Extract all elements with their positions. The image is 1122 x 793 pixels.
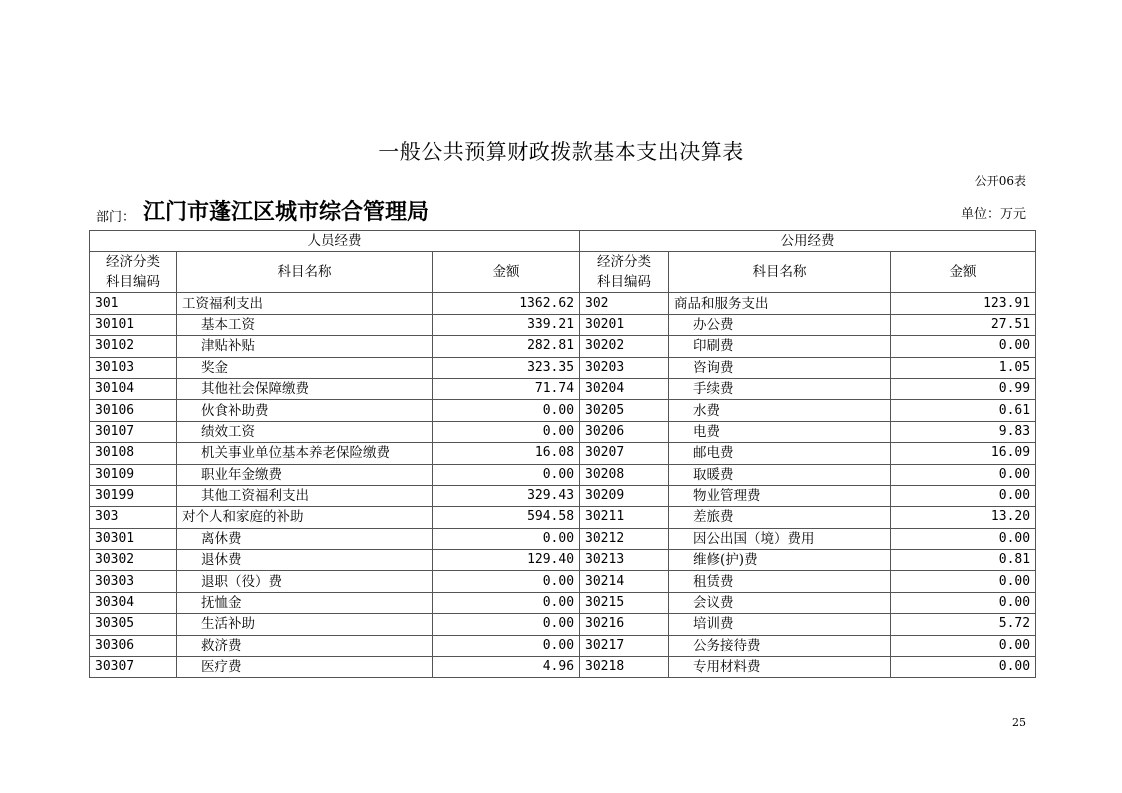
right-name-cell: 差旅费 <box>669 507 891 528</box>
left-name-cell: 绩效工资 <box>177 421 433 442</box>
table-row <box>90 657 1036 678</box>
table-row <box>90 400 1036 421</box>
right-amount-cell: 0.00 <box>891 571 1036 592</box>
right-code-cell: 30202 <box>580 336 669 357</box>
code-header-line1: 经济分类 <box>106 254 160 271</box>
right-code-cell: 30207 <box>580 443 669 464</box>
right-name-cell: 手续费 <box>669 378 891 399</box>
left-code-cell: 30199 <box>90 485 177 506</box>
table-row <box>90 571 1036 592</box>
left-code-cell: 30304 <box>90 592 177 613</box>
left-amount-cell: 16.08 <box>433 443 580 464</box>
left-code-cell: 301 <box>90 293 177 314</box>
left-code-header <box>90 252 177 293</box>
left-amount-cell: 1362.62 <box>433 293 580 314</box>
left-code-cell: 30109 <box>90 464 177 485</box>
right-name-cell: 商品和服务支出 <box>669 293 891 314</box>
right-code-cell: 30218 <box>580 657 669 678</box>
left-name-cell: 离休费 <box>177 528 433 549</box>
form-number: 公开06表 <box>974 174 1026 188</box>
right-amount-cell: 0.00 <box>891 336 1036 357</box>
right-amount-cell: 1.05 <box>891 357 1036 378</box>
page-title: 一般公共预算财政拨款基本支出决算表 <box>378 140 744 164</box>
right-code-header <box>580 252 669 293</box>
left-name-cell: 职业年金缴费 <box>177 464 433 485</box>
right-amount-header: 金额 <box>891 252 1036 293</box>
right-amount-cell: 13.20 <box>891 507 1036 528</box>
left-amount-cell: 4.96 <box>433 657 580 678</box>
left-amount-cell: 0.00 <box>433 421 580 442</box>
left-amount-cell: 0.00 <box>433 400 580 421</box>
right-code-cell: 30214 <box>580 571 669 592</box>
right-name-cell: 专用材料费 <box>669 657 891 678</box>
right-code-cell: 30206 <box>580 421 669 442</box>
right-code-cell: 30215 <box>580 592 669 613</box>
left-name-cell: 奖金 <box>177 357 433 378</box>
right-amount-cell: 0.00 <box>891 592 1036 613</box>
code-header-line2: 科目编码 <box>597 274 652 291</box>
right-amount-cell: 0.00 <box>891 528 1036 549</box>
right-code-cell: 30211 <box>580 507 669 528</box>
left-name-cell: 对个人和家庭的补助 <box>177 507 433 528</box>
right-code-cell: 30208 <box>580 464 669 485</box>
right-name-cell: 公务接待费 <box>669 635 891 656</box>
department-name: 江门市蓬江区城市综合管理局 <box>143 200 430 225</box>
left-name-cell: 津贴补贴 <box>177 336 433 357</box>
right-name-header: 科目名称 <box>669 252 891 293</box>
right-name-cell: 印刷费 <box>669 336 891 357</box>
left-code-cell: 30305 <box>90 614 177 635</box>
right-name-cell: 咨询费 <box>669 357 891 378</box>
table-row <box>90 293 1036 314</box>
left-code-cell: 30108 <box>90 443 177 464</box>
table-row <box>90 378 1036 399</box>
table-row <box>90 507 1036 528</box>
right-name-cell: 邮电费 <box>669 443 891 464</box>
right-name-cell: 因公出国（境）费用 <box>669 528 891 549</box>
left-code-cell: 30307 <box>90 657 177 678</box>
left-code-cell: 30303 <box>90 571 177 592</box>
right-amount-cell: 0.00 <box>891 464 1036 485</box>
left-code-cell: 30107 <box>90 421 177 442</box>
left-name-cell: 生活补助 <box>177 614 433 635</box>
right-code-cell: 30204 <box>580 378 669 399</box>
left-amount-cell: 0.00 <box>433 614 580 635</box>
left-code-cell: 30101 <box>90 314 177 335</box>
left-name-header: 科目名称 <box>177 252 433 293</box>
table-row <box>90 550 1036 571</box>
right-amount-cell: 123.91 <box>891 293 1036 314</box>
right-code-cell: 30205 <box>580 400 669 421</box>
left-amount-cell: 0.00 <box>433 592 580 613</box>
left-amount-cell: 0.00 <box>433 528 580 549</box>
code-header-line2: 科目编码 <box>106 274 160 291</box>
left-name-cell: 机关事业单位基本养老保险缴费 <box>177 443 433 464</box>
left-code-cell: 30306 <box>90 635 177 656</box>
budget-table <box>89 230 1036 678</box>
column-header-row <box>90 252 1036 293</box>
right-code-cell: 30201 <box>580 314 669 335</box>
left-name-cell: 工资福利支出 <box>177 293 433 314</box>
right-amount-cell: 0.00 <box>891 635 1036 656</box>
left-amount-cell: 0.00 <box>433 571 580 592</box>
left-amount-cell: 0.00 <box>433 635 580 656</box>
left-code-cell: 30104 <box>90 378 177 399</box>
right-name-cell: 电费 <box>669 421 891 442</box>
personnel-header: 人员经费 <box>90 231 580 252</box>
right-amount-cell: 5.72 <box>891 614 1036 635</box>
left-amount-cell: 0.00 <box>433 464 580 485</box>
public-header: 公用经费 <box>580 231 1036 252</box>
right-name-cell: 培训费 <box>669 614 891 635</box>
right-code-cell: 30216 <box>580 614 669 635</box>
department-label: 部门： <box>96 210 136 225</box>
left-amount-cell: 323.35 <box>433 357 580 378</box>
right-code-cell: 30209 <box>580 485 669 506</box>
table-row <box>90 592 1036 613</box>
right-amount-cell: 0.81 <box>891 550 1036 571</box>
left-code-cell: 30301 <box>90 528 177 549</box>
right-code-cell: 30203 <box>580 357 669 378</box>
table-row <box>90 357 1036 378</box>
left-code-cell: 30103 <box>90 357 177 378</box>
left-amount-cell: 71.74 <box>433 378 580 399</box>
left-name-cell: 救济费 <box>177 635 433 656</box>
unit-label: 单位：万元 <box>960 207 1026 222</box>
page-number: 25 <box>1012 716 1026 729</box>
table-row <box>90 635 1036 656</box>
right-name-cell: 租赁费 <box>669 571 891 592</box>
table-row <box>90 528 1036 549</box>
right-code-cell: 30212 <box>580 528 669 549</box>
left-name-cell: 其他社会保障缴费 <box>177 378 433 399</box>
left-amount-cell: 129.40 <box>433 550 580 571</box>
left-code-cell: 30106 <box>90 400 177 421</box>
left-name-cell: 基本工资 <box>177 314 433 335</box>
left-amount-cell: 329.43 <box>433 485 580 506</box>
table-row <box>90 443 1036 464</box>
right-code-cell: 30217 <box>580 635 669 656</box>
right-amount-cell: 0.00 <box>891 485 1036 506</box>
table-row <box>90 464 1036 485</box>
right-amount-cell: 0.61 <box>891 400 1036 421</box>
left-amount-cell: 594.58 <box>433 507 580 528</box>
left-name-cell: 退休费 <box>177 550 433 571</box>
left-name-cell: 退职（役）费 <box>177 571 433 592</box>
left-amount-header: 金额 <box>433 252 580 293</box>
right-amount-cell: 16.09 <box>891 443 1036 464</box>
code-header-line1: 经济分类 <box>597 254 652 271</box>
left-code-cell: 30102 <box>90 336 177 357</box>
right-name-cell: 办公费 <box>669 314 891 335</box>
right-code-cell: 30213 <box>580 550 669 571</box>
right-amount-cell: 9.83 <box>891 421 1036 442</box>
table-row <box>90 421 1036 442</box>
table-row <box>90 336 1036 357</box>
group-header-row <box>90 231 1036 252</box>
right-name-cell: 水费 <box>669 400 891 421</box>
right-amount-cell: 0.00 <box>891 657 1036 678</box>
left-amount-cell: 339.21 <box>433 314 580 335</box>
left-name-cell: 其他工资福利支出 <box>177 485 433 506</box>
left-name-cell: 医疗费 <box>177 657 433 678</box>
left-code-cell: 30302 <box>90 550 177 571</box>
left-code-cell: 303 <box>90 507 177 528</box>
left-name-cell: 抚恤金 <box>177 592 433 613</box>
table-row <box>90 485 1036 506</box>
left-amount-cell: 282.81 <box>433 336 580 357</box>
right-name-cell: 取暖费 <box>669 464 891 485</box>
right-name-cell: 会议费 <box>669 592 891 613</box>
right-amount-cell: 27.51 <box>891 314 1036 335</box>
right-code-cell: 302 <box>580 293 669 314</box>
right-amount-cell: 0.99 <box>891 378 1036 399</box>
right-name-cell: 维修(护)费 <box>669 550 891 571</box>
table-row <box>90 614 1036 635</box>
left-name-cell: 伙食补助费 <box>177 400 433 421</box>
right-name-cell: 物业管理费 <box>669 485 891 506</box>
table-row <box>90 314 1036 335</box>
